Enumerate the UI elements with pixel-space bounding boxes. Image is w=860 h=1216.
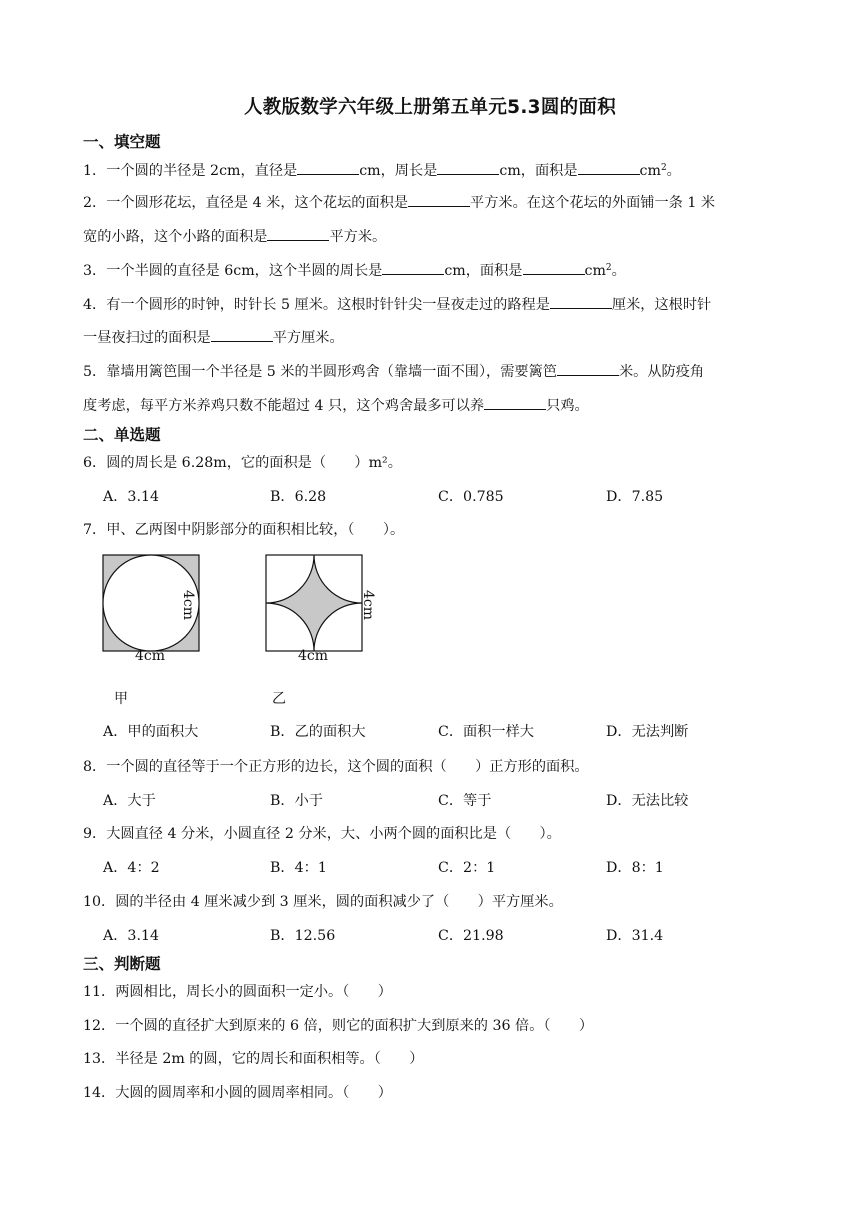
q7-option-c[interactable]: C．面积一样大 — [438, 724, 534, 740]
q9-option-b[interactable]: B．4：1 — [270, 860, 327, 876]
q6-option-a[interactable]: A．3.14 — [103, 489, 160, 505]
q4-text-a: 4．有一个圆形的时钟，时针长 5 厘米。这根时针针尖一昼夜走过的路程是 — [83, 297, 550, 313]
yi-name: 乙 — [272, 691, 286, 707]
question-3 — [83, 260, 626, 280]
q4-text-b: 厘米，这根时针 — [611, 297, 712, 313]
q3-unit: cm — [584, 263, 606, 279]
section-judge-heading: 三、判断题 — [83, 955, 161, 973]
answer-blank[interactable] — [550, 295, 612, 309]
answer-blank[interactable] — [382, 261, 444, 275]
question-8-stem: 8．一个圆的直径等于一个正方形的边长，这个圆的面积（ ）正方形的面积。 — [83, 759, 589, 775]
q4-text-c: 一昼夜扫过的面积是 — [83, 330, 211, 346]
jia-bottom-label: 4cm — [135, 648, 166, 664]
q3-text-a: 3．一个半圆的直径是 6cm，这个半圆的周长是 — [83, 263, 383, 279]
q1-text-c: cm，面积是 — [499, 163, 578, 179]
question-7-stem: 7．甲、乙两图中阴影部分的面积相比较，（ ）。 — [83, 522, 405, 538]
q7-option-b[interactable]: B．乙的面积大 — [270, 724, 366, 740]
q10-option-c[interactable]: C．21.98 — [438, 928, 504, 944]
q3-unit-exponent: 2 — [605, 263, 612, 273]
q8-option-d[interactable]: D．无法比较 — [606, 793, 689, 809]
question-14: 14．大圆的圆周率和小圆的圆周率相同。（ ） — [83, 1085, 392, 1101]
q10-option-d[interactable]: D．31.4 — [606, 928, 664, 944]
yi-side-label: 4cm — [360, 590, 376, 621]
page-title: 人教版数学六年级上册第五单元5.3圆的面积 — [243, 97, 617, 118]
q1-text-e: 。 — [666, 163, 681, 179]
answer-blank[interactable] — [578, 161, 640, 175]
question-13: 13．半径是 2m 的圆，它的周长和面积相等。（ ） — [83, 1051, 424, 1067]
question-4-line-1 — [83, 294, 711, 314]
q9-option-d[interactable]: D．8：1 — [606, 860, 664, 876]
q4-text-d: 平方厘米。 — [272, 330, 344, 346]
question-4-line-2 — [83, 327, 344, 347]
q6-option-b[interactable]: B．6.28 — [270, 489, 327, 505]
q3-text-d: 。 — [611, 263, 626, 279]
answer-blank[interactable] — [437, 161, 499, 175]
jia-name: 甲 — [114, 691, 128, 707]
question-6-stem: 6．圆的周长是 6.28m，它的面积是（ ）m²。 — [83, 455, 402, 471]
q9-option-c[interactable]: C．2：1 — [438, 860, 496, 876]
q1-text-a: 1．一个圆的半径是 2cm，直径是 — [83, 163, 298, 179]
q5-text-b: 米。从防疫角 — [618, 364, 705, 380]
section-fill-heading: 一、填空题 — [83, 133, 161, 151]
answer-blank[interactable] — [557, 362, 619, 376]
question-5-line-1 — [83, 361, 704, 381]
question-5-line-2 — [83, 395, 589, 415]
jia-side-label: 4cm — [180, 590, 196, 621]
q9-option-a[interactable]: A．4：2 — [103, 860, 160, 876]
q1-unit-exponent: 2 — [660, 163, 667, 173]
yi-bottom-label: 4cm — [298, 648, 329, 664]
question-12: 12．一个圆的直径扩大到原来的 6 倍，则它的面积扩大到原来的 36 倍。（ ） — [83, 1018, 594, 1034]
question-2-line-1 — [83, 192, 715, 212]
question-2-line-2 — [83, 226, 386, 246]
answer-blank[interactable] — [211, 328, 273, 342]
q10-option-b[interactable]: B．12.56 — [270, 928, 336, 944]
q6-option-c[interactable]: C．0.785 — [438, 489, 504, 505]
answer-blank[interactable] — [297, 161, 359, 175]
question-1 — [83, 160, 681, 180]
q1-text-b: cm，周长是 — [359, 163, 438, 179]
question-9-stem: 9．大圆直径 4 分米，小圆直径 2 分米，大、小两个圆的面积比是（ ）。 — [83, 826, 561, 842]
section-choice-heading: 二、单选题 — [83, 426, 161, 444]
answer-blank[interactable] — [408, 193, 470, 207]
q5-text-c: 度考虑，每平方米养鸡只数不能超过 4 只，这个鸡舍最多可以养 — [83, 398, 485, 414]
question-11: 11．两圆相比，周长小的圆面积一定小。（ ） — [83, 984, 392, 1000]
q7-option-a[interactable]: A．甲的面积大 — [103, 724, 199, 740]
q5-text-a: 5．靠墙用篱笆围一个半径是 5 米的半圆形鸡舍（靠墙一面不围），需要篱笆 — [83, 364, 557, 380]
q2-text-a: 2．一个圆形花坛，直径是 4 米，这个花坛的面积是 — [83, 195, 409, 211]
answer-blank[interactable] — [267, 227, 329, 241]
q10-option-a[interactable]: A．3.14 — [103, 928, 160, 944]
q2-text-d: 平方米。 — [329, 229, 387, 245]
q2-text-c: 宽的小路，这个小路的面积是 — [83, 229, 268, 245]
q8-option-a[interactable]: A．大于 — [103, 793, 156, 809]
question-10-stem: 10．圆的半径由 4 厘米减少到 3 厘米，圆的面积减少了（ ）平方厘米。 — [83, 894, 563, 910]
q6-option-d[interactable]: D．7.85 — [606, 489, 664, 505]
q1-unit: cm — [639, 163, 661, 179]
q2-text-b: 平方米。在这个花坛的外面铺一条 1 米 — [470, 195, 716, 211]
answer-blank[interactable] — [484, 396, 546, 410]
q8-option-b[interactable]: B．小于 — [270, 793, 323, 809]
q7-option-d[interactable]: D．无法判断 — [606, 724, 689, 740]
q5-text-d: 只鸡。 — [546, 398, 589, 414]
q8-option-c[interactable]: C．等于 — [438, 793, 492, 809]
q3-text-b: cm，面积是 — [444, 263, 523, 279]
answer-blank[interactable] — [523, 261, 585, 275]
